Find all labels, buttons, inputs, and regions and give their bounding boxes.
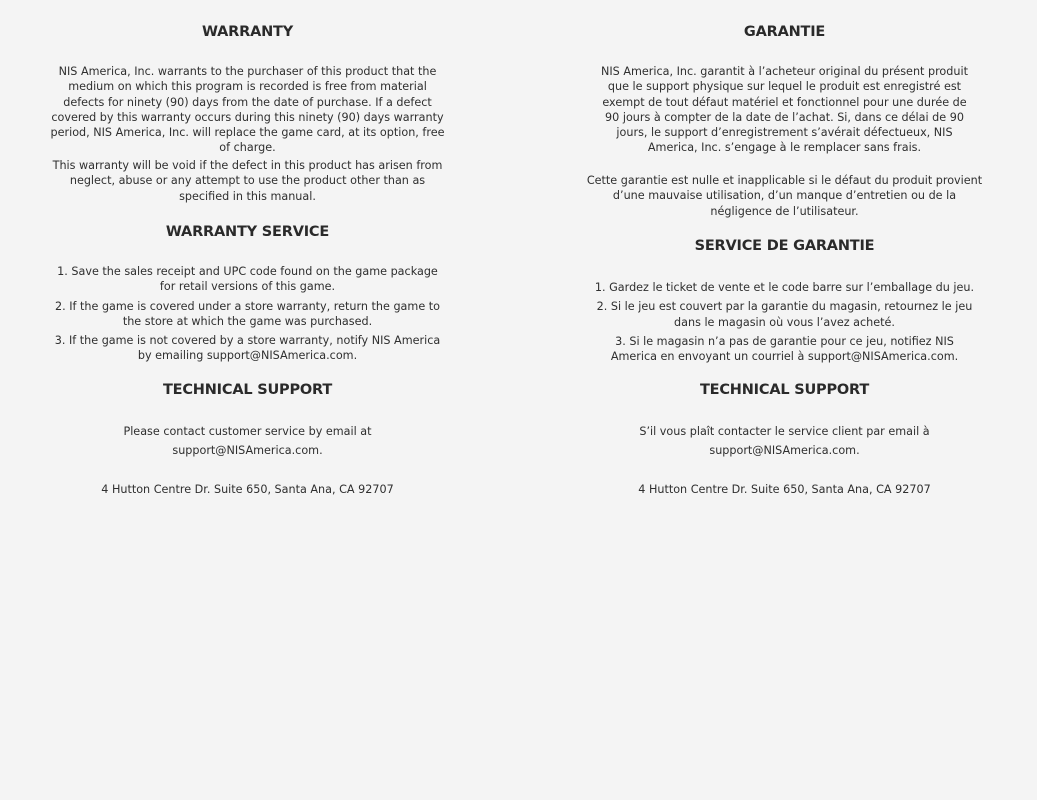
- list-item: 2. Si le jeu est couvert par la garantie du magasin, retournez le jeu dans le magasin où vous l’avez acheté.: [596, 300, 973, 329]
- warranty-service-section: [0, 224, 495, 240]
- address-block: [537, 482, 1032, 497]
- support-technique-section: [537, 382, 1032, 398]
- garantie-body: [537, 64, 1032, 156]
- warranty-void-paragraph: This warranty will be void if the defect in this product has arisen from neglect, abuse or any attempt to use the product other than as specified in this manual.: [52, 159, 443, 203]
- address: 4 Hutton Centre Dr. Suite 650, Santa Ana, CA 92707: [638, 483, 931, 496]
- warranty-service-heading: WARRANTY SERVICE: [165, 224, 330, 240]
- list-item: 3. If the game is not covered by a store warranty, notify NIS America by emailing support@NISAmerica.com.: [54, 334, 441, 363]
- left-page: [0, 0, 495, 800]
- garantie-heading: GARANTIE: [743, 24, 826, 40]
- garantie-void-body: [537, 173, 1032, 219]
- warranty-body: [0, 64, 495, 156]
- support-email: support@NISAmerica.com.: [709, 444, 860, 458]
- garantie-section: [537, 24, 1032, 40]
- garantie-void-paragraph: Cette garantie est nulle et inapplicable si le défaut du produit provient d’une mauvaise utilisation, d’un manque d’entretien ou de la négligence de l’utilisateur.: [586, 174, 983, 218]
- right-page: [537, 0, 1032, 800]
- list-item: 3. Si le magasin n’a pas de garantie pour ce jeu, notifiez NIS America en envoyant un courriel à support@NISAmerica.com.: [610, 334, 959, 364]
- warranty-paragraph: NIS America, Inc. warrants to the purchaser of this product that the medium on which this program is recorded is free from material defects for ninety (90) days from the date of purchase. If a defect covered by this warranty occurs during this ninety (90) days warranty period, NIS America, Inc. will replace the game card, at its option, free of charge.: [50, 65, 445, 155]
- service-garantie-section: [537, 238, 1032, 254]
- service-garantie-list-wrap: [537, 280, 1032, 368]
- garantie-paragraph: NIS America, Inc. garantit à l’acheteur original du présent produit que le support physique sur lequel le produit est enregistré est exempt de tout défaut matériel et fonctionnel pour une durée de 90 jours à compter de la date de l’achat. Si, dans ce délai de 90 jours, le support d’enregistrement s’avérait défectueux, NIS America, Inc. s’engage à le remplacer sans frais.: [601, 65, 968, 155]
- list-item: 2. If the game is covered under a store warranty, return the game to the store at which the game was purchased.: [55, 299, 440, 328]
- technical-support-section: [0, 382, 495, 398]
- warranty-service-list: [50, 264, 445, 364]
- list-item: 1. Gardez le ticket de vente et le code barre sur l’emballage du jeu.: [594, 281, 975, 294]
- warranty-heading: WARRANTY: [201, 24, 294, 40]
- service-garantie-heading: SERVICE DE GARANTIE: [694, 238, 875, 254]
- technical-support-heading: TECHNICAL SUPPORT: [162, 382, 333, 398]
- warranty-void-body: [0, 158, 495, 204]
- warranty-service-list-wrap: [0, 264, 495, 368]
- support-technique-heading: TECHNICAL SUPPORT: [699, 382, 870, 398]
- service-garantie-list: [593, 280, 976, 364]
- technical-support-contact: [0, 424, 495, 459]
- address-block: [0, 482, 495, 497]
- warranty-section: [0, 24, 495, 40]
- address: 4 Hutton Centre Dr. Suite 650, Santa Ana, CA 92707: [101, 483, 394, 496]
- list-item: 1. Save the sales receipt and UPC code found on the game package for retail versions of this game.: [57, 265, 438, 294]
- contact-line: Please contact customer service by email at: [123, 425, 372, 438]
- contact-line: S’il vous plaît contacter le service client par email à: [639, 425, 930, 438]
- support-email: support@NISAmerica.com.: [172, 444, 323, 458]
- support-technique-contact: [537, 424, 1032, 459]
